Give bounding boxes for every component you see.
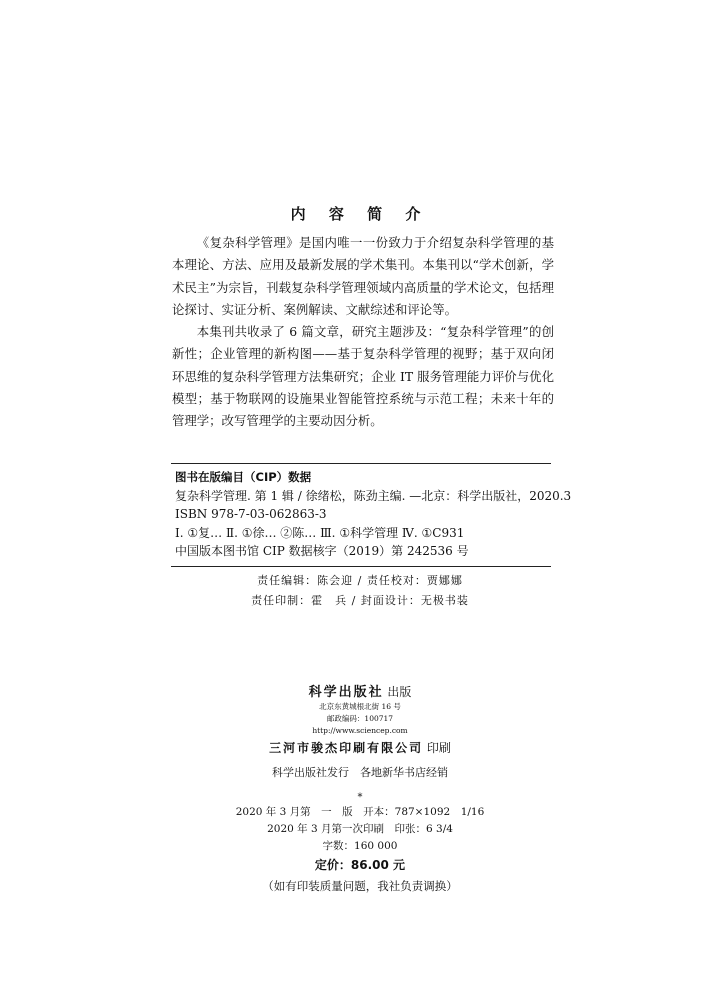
- cip-header: 图书在版编目（CIP）数据: [175, 470, 312, 484]
- publisher-address: 北京东黄城根北街 16 号: [319, 702, 401, 711]
- publisher-line: [0, 684, 720, 701]
- editor-line-2: 责任印制：霍 兵 / 封面设计：无极书装: [251, 594, 469, 607]
- edition-line: 2020 年 3 月第 一 版 开本：787×1092 1/16: [235, 806, 485, 818]
- printer-name: 三河市骏杰印刷有限公司: [269, 741, 424, 755]
- distribution-line: 科学出版社发行 各地新华书店经销: [272, 766, 448, 779]
- content-summary: [172, 232, 554, 433]
- summary-paragraph-2: 本集刊共收录了 6 篇文章，研究主题涉及：“复杂科学管理”的创新性；企业管理的新构图——基于复杂科学管理的视野；基于双向闭环思维的复杂科学管理方法集研究；企业 IT 服务管理能力评价与优化模型；基于物联网的设施果业智能管控系统与示范工程；未来十年的管理学；改写管理学的主要动因分析。: [172, 324, 554, 429]
- cip-top-divider: [171, 463, 551, 464]
- editor-line-1: 责任编辑：陈会迎 / 责任校对：贾娜娜: [257, 574, 463, 587]
- cip-data-block: [175, 468, 572, 561]
- publisher-postcode: 邮政编码：100717: [326, 714, 394, 723]
- editorial-credits: [0, 571, 720, 611]
- cip-line-record-number: 中国版本图书馆 CIP 数据核字（2019）第 242536 号: [175, 544, 469, 558]
- printer-suffix: 印刷: [426, 741, 451, 755]
- publisher-block: [0, 684, 720, 782]
- cip-line-title: 复杂科学管理. 第 1 辑 / 徐绪松，陈劲主编. —北京：科学出版社，2020.3: [175, 488, 572, 503]
- separator-star: *: [357, 792, 363, 803]
- publisher-suffix: 出版: [387, 685, 412, 699]
- cip-line-classification: Ⅰ. ①复… Ⅱ. ①徐… ②陈… Ⅲ. ①科学管理 Ⅳ. ①C931: [175, 525, 465, 540]
- summary-paragraph-1: 《复杂科学管理》是国内唯一一份致力于介绍复杂科学管理的基本理论、方法、应用及最新发展的学术集刊。本集刊以“学术创新，学术民主”为宗旨，刊载复杂科学管理领域内高质量的学术论文，包括理论探讨、实证分析、案例解读、文献综述和评论等。: [172, 235, 554, 317]
- printing-line: 2020 年 3 月第一次印刷 印张：6 3/4: [267, 823, 453, 835]
- printer-line: [0, 739, 720, 757]
- publisher-website: http://www.sciencep.com: [312, 726, 408, 735]
- cip-bottom-divider: [171, 566, 551, 567]
- page-title: 内 容 简 介: [290, 205, 430, 223]
- cip-line-isbn: ISBN 978-7-03-062863-3: [175, 507, 327, 521]
- quality-notice: （如有印装质量问题，我社负责调换）: [262, 879, 458, 893]
- word-count: 字数：160 000: [322, 840, 398, 852]
- publisher-name: 科学出版社: [308, 685, 384, 700]
- price: 定价：86.00 元: [314, 858, 406, 872]
- colophon-block: [0, 792, 720, 897]
